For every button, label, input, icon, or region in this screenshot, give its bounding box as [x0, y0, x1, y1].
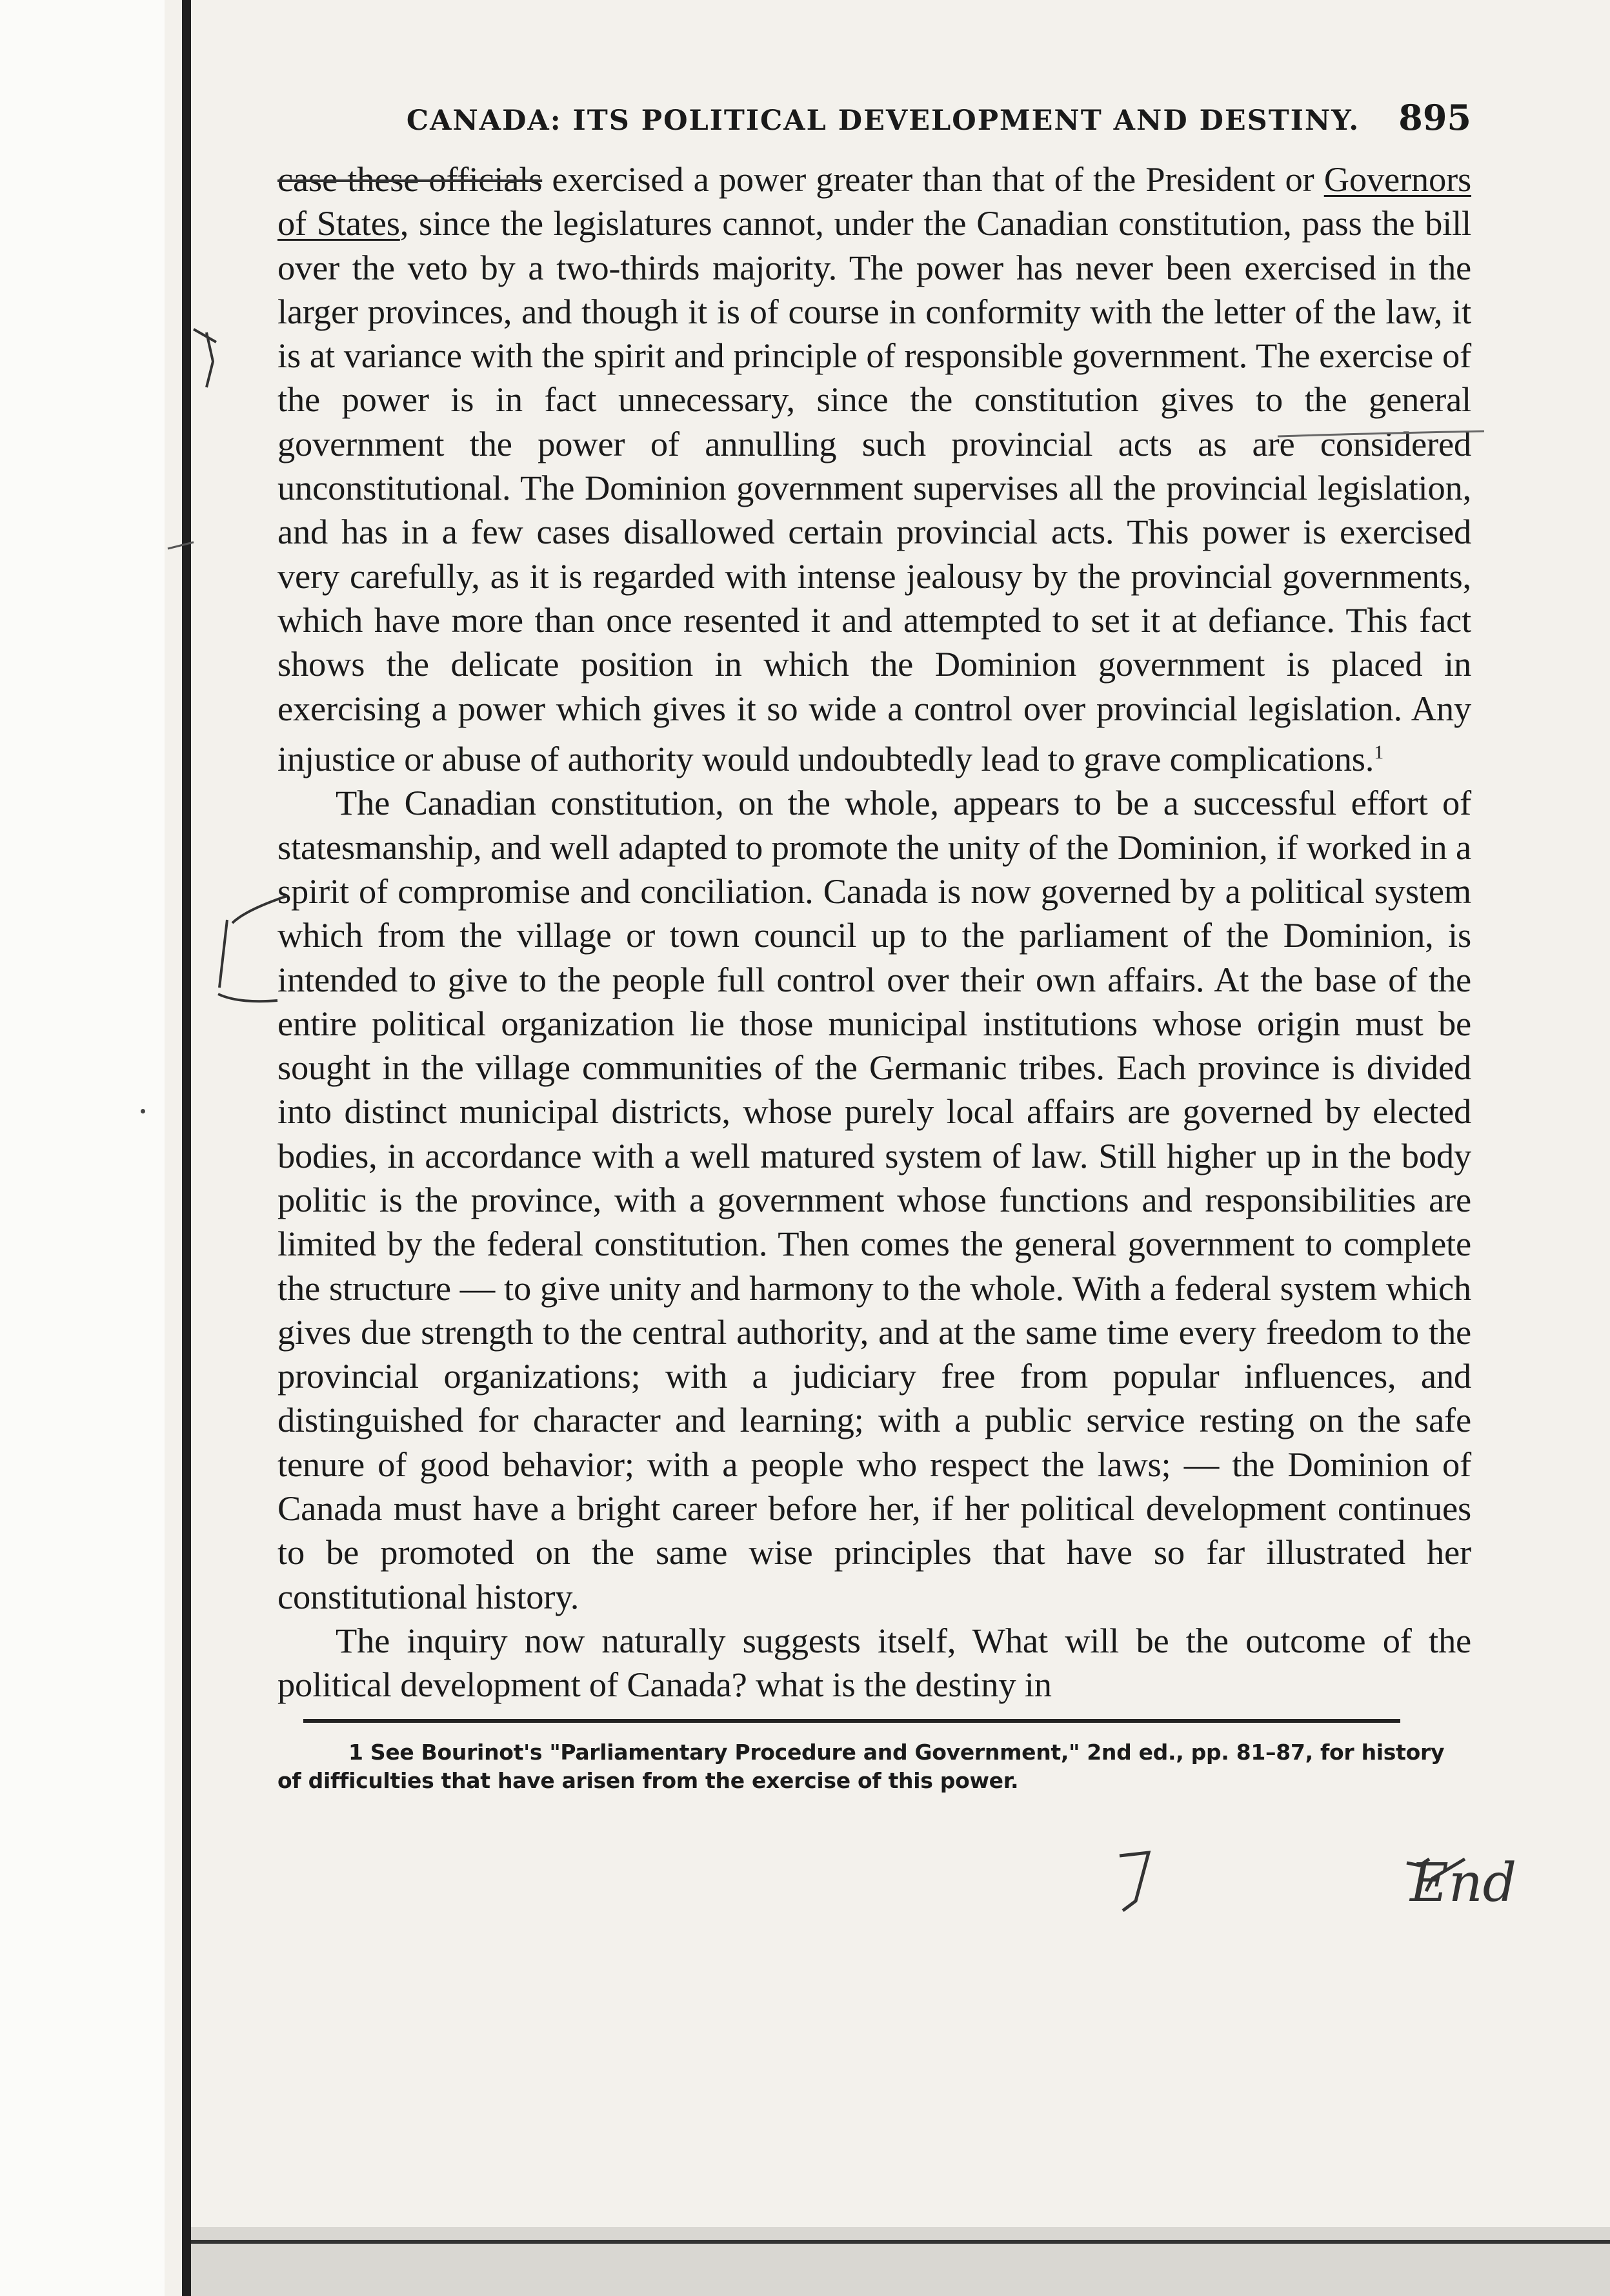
paragraph: [277, 157, 1471, 781]
footnote-rule: [303, 1719, 1400, 1723]
margin-tick-mark: [194, 329, 216, 387]
footnote: 1 See Bourinot's "Parliamentary Procedure and Government," 2nd ed., pp. 81–87, for history of difficulties that have arisen from the exercise of this power.: [277, 1739, 1445, 1793]
paragraph-text: exercised a power greater than that of the President or: [542, 159, 1324, 199]
blank-left-margin: [0, 0, 165, 2296]
body-text: [277, 157, 1471, 1707]
handwritten-end-note: End: [1410, 1853, 1517, 1914]
page-bottom-edge: [191, 2240, 1610, 2244]
underlined-text: Governors of States: [277, 159, 1471, 243]
footnote-reference: 1: [1374, 741, 1384, 763]
running-head: [277, 97, 1471, 138]
paragraph-text: , since the legislatures cannot, under the Canadian constitution, pass the bill over the veto by a two-thirds majority. The power has never been exercised in the larger provinces, and though it is of course in conformity with the letter of the law, it is at variance with the spirit and principle of responsible government. The exercise of the power is in fact unnecessary, since the constitution gives to the general government the power of annulling such provincial acts as are considered unconstitutional. The Dominion government supervises all the provincial legislation, and has in a few cases disallowed certain provincial acts. This power is exercised very carefully, as it is regarded with intense jealousy by the provincial governments, which have more than once resented it and attempted to set it at defiance. This fact shows the delicate position in which the Dominion government is placed in exercising a power which gives it so wide a control over provincial legislation. Any injustice or abuse of authority would undoubtedly lead to grave complications.: [277, 203, 1471, 779]
book-page: [277, 97, 1471, 1795]
binding-edge: [182, 0, 191, 2296]
page-number: 895: [1398, 97, 1471, 138]
paragraph: The Canadian constitution, on the whole, appears to be a successful effort of statesmanship, and well adapted to promote the unity of the Dominion, if worked in a spirit of compromise and conciliation. Canada is now governed by a political system which from the village or town council up to the parliament of the Dominion, is intended to give to the people full control over their own affairs. At the base of the entire political organization lie those municipal institutions whose origin must be sought in the village communities of the Germanic tribes. Each province is divided into distinct municipal districts, whose purely local affairs are governed by elected bodies, in accordance with a well matured system of law. Still higher up in the body politic is the province, with a government whose functions and responsibilities are limited by the federal constitution. Then comes the general government to complete the structure — to give unity and harmony to the whole. With a federal system which gives due strength to the central authority, and at the same time every freedom to the provincial organizations; with a judiciary free from popular influences, and distinguished for character and learning; with a public service resting on the safe tenure of good behavior; with a people who respect the laws; — the Dominion of Canada must have a bright career before her, if her political development continues to be promoted on the same wise principles that have so far illustrated her constitutional history.: [277, 783, 1471, 1616]
margin-dot: [141, 1109, 145, 1113]
page-bottom-band: [191, 2227, 1610, 2296]
struck-text: case these officials: [277, 159, 543, 199]
margin-bracket-mark: [218, 896, 287, 1001]
running-title: CANADA: ITS POLITICAL DEVELOPMENT AND DESTINY.: [406, 105, 1360, 137]
paragraph: The inquiry now naturally suggests itself, What will be the outcome of the political development of Canada? what is the destiny in: [277, 1620, 1471, 1705]
